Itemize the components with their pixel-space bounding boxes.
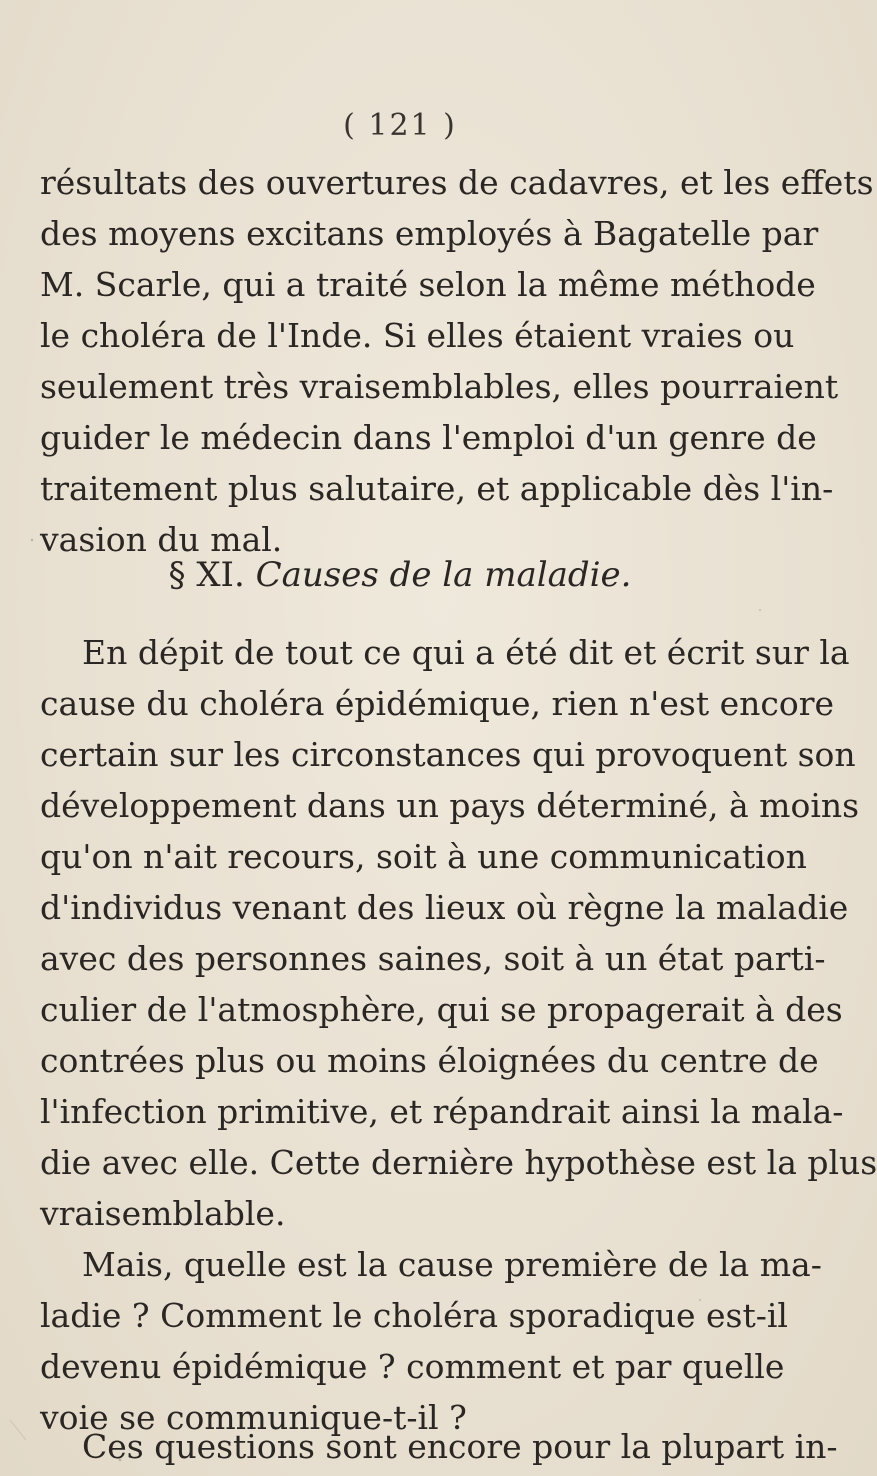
text-line: culier de l'atmosphère, qui se propagerait à des: [40, 990, 843, 1029]
text-line: En dépit de tout ce qui a été dit et écrit sur la: [82, 633, 850, 672]
text-line: seulement très vraisemblables, elles pourraient: [40, 367, 839, 406]
text-line: guider le médecin dans l'emploi d'un genre de: [40, 418, 817, 457]
text-line: ladie ? Comment le choléra sporadique est-il: [40, 1296, 788, 1335]
text-line: développement dans un pays déterminé, à moins: [40, 786, 860, 825]
text-line: d'individus venant des lieux où règne la maladie: [40, 888, 849, 927]
text-line: M. Scarle, qui a traité selon la même méthode: [40, 265, 816, 304]
text-line: qu'on n'ait recours, soit à une communication: [40, 837, 807, 876]
text-line: l'infection primitive, et répandrait ainsi la mala-: [40, 1092, 844, 1131]
text-line: vraisemblable.: [40, 1194, 286, 1233]
text-line: contrées plus ou moins éloignées du centre de: [40, 1041, 819, 1080]
text-line: voie se communique-t-il ?: [40, 1398, 467, 1437]
text-line: certain sur les circonstances qui provoquent son: [40, 735, 856, 774]
text-line: die avec elle. Cette dernière hypothèse est la plus: [40, 1143, 877, 1182]
text-line: le choléra de l'Inde. Si elles étaient vraies ou: [40, 316, 795, 355]
text-line: des moyens excitans employés à Bagatelle par: [40, 214, 819, 253]
text-line: traitement plus salutaire, et applicable dès l'in-: [40, 469, 834, 508]
text-line: cause du choléra épidémique, rien n'est encore: [40, 684, 835, 723]
text-line: résultats des ouvertures de cadavres, et les effets: [40, 163, 874, 202]
section-title: Causes de la maladie.: [255, 555, 632, 595]
text-line: devenu épidémique ? comment et par quelle: [40, 1347, 785, 1386]
section-heading: [0, 550, 800, 600]
text-line: Ces questions sont encore pour la plupart in-: [82, 1427, 838, 1466]
text-line: avec des personnes saines, soit à un état parti-: [40, 939, 826, 978]
section-number: § XI.: [168, 555, 245, 595]
text-line: Mais, quelle est la cause première de la ma-: [82, 1245, 822, 1284]
page-number: ( 121 ): [343, 108, 457, 143]
text-line: vasion du mal.: [40, 520, 283, 559]
